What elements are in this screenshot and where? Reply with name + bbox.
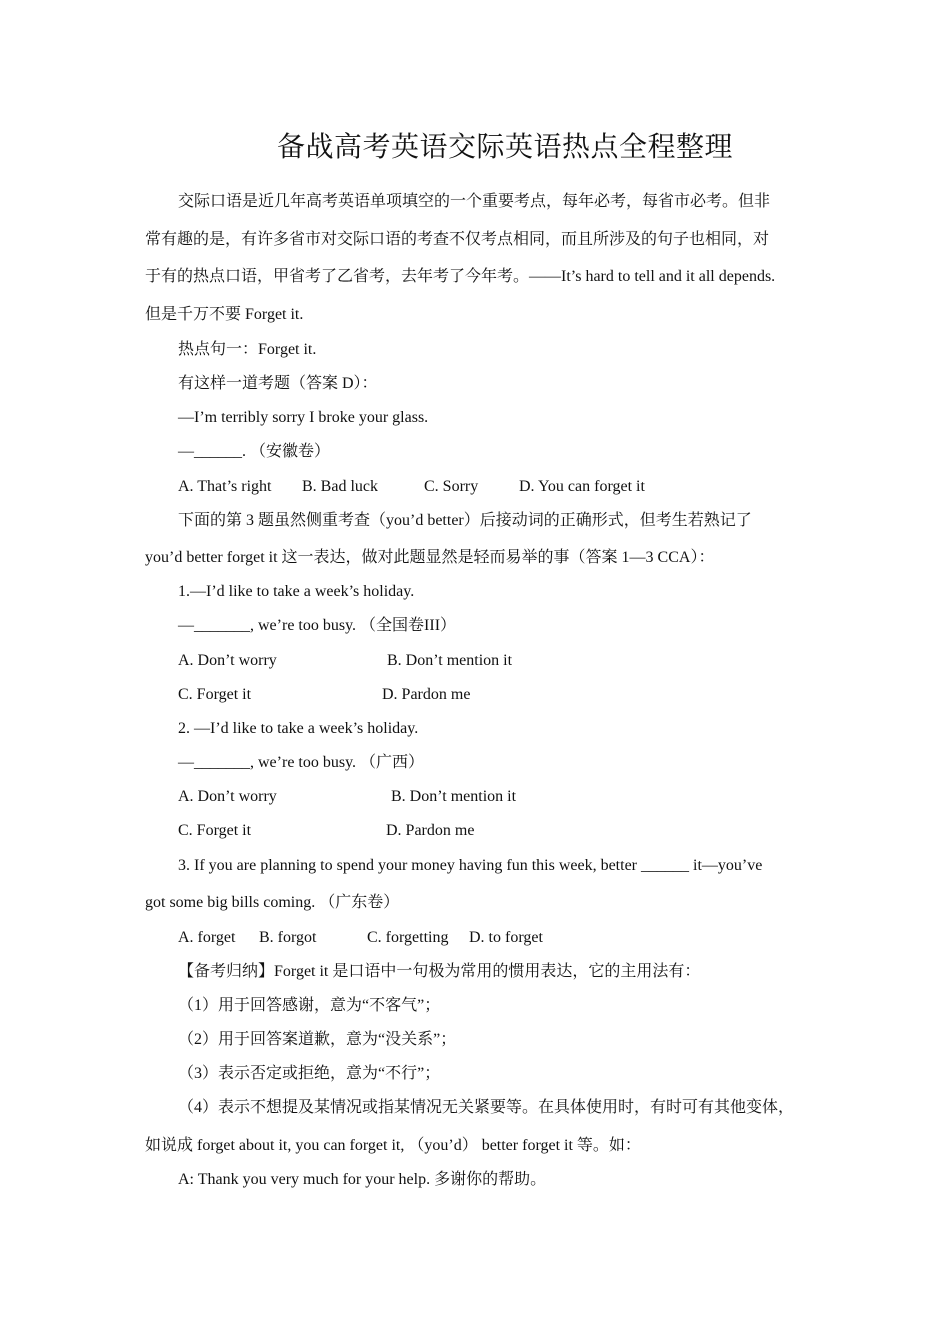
exam-intro: 有这样一道考题（答案 D）： bbox=[178, 375, 378, 392]
q2-line-2: —_______, we’re too busy. （广西） bbox=[178, 754, 425, 771]
summary-heading: 【备考归纳】Forget it 是口语中一句极为常用的惯用表达，它的主用法有： bbox=[178, 963, 701, 980]
q2-line-1: 2. —I’d like to take a week’s holiday. bbox=[178, 720, 419, 737]
q0-option-c: C. Sorry bbox=[424, 478, 479, 495]
q3-line-1: 3. If you are planning to spend your money having fun this week, better ______ it—you’ve bbox=[178, 857, 763, 874]
q0-option-a: A. That’s right bbox=[178, 478, 272, 495]
summary-example: A: Thank you very much for your help. 多谢你的帮助。 bbox=[178, 1171, 547, 1188]
q3-option-c: C. forgetting bbox=[367, 929, 449, 946]
q1-line-1: 1.—I’d like to take a week’s holiday. bbox=[178, 583, 415, 600]
q1-option-a: A. Don’t worry bbox=[178, 652, 277, 669]
q3-option-a: A. forget bbox=[178, 929, 236, 946]
q0-option-b: B. Bad luck bbox=[302, 478, 378, 495]
intro-line-2: 常有趣的是，有许多省市对交际口语的考查不仅考点相同，而且所涉及的句子也相同，对 bbox=[145, 231, 770, 248]
q1-option-b: B. Don’t mention it bbox=[387, 652, 513, 669]
q3-option-b: B. forgot bbox=[259, 929, 317, 946]
summary-item-3: （3）表示否定或拒绝，意为“不行”； bbox=[178, 1065, 441, 1082]
summary-item-1: （1）用于回答感谢，意为“不客气”； bbox=[178, 997, 441, 1014]
hot-sentence-heading: 热点句一：Forget it. bbox=[178, 341, 317, 358]
q1-option-d: D. Pardon me bbox=[382, 686, 471, 703]
q2-option-a: A. Don’t worry bbox=[178, 788, 277, 805]
q1-line-2: —_______, we’re too busy. （全国卷III） bbox=[178, 617, 457, 634]
note-line-1: 下面的第 3 题虽然侧重考查（you’d better）后接动词的正确形式，但考生若熟记了 bbox=[178, 512, 752, 529]
q0-line-1: —I’m terribly sorry I broke your glass. bbox=[178, 409, 429, 426]
q2-option-b: B. Don’t mention it bbox=[391, 788, 517, 805]
q3-line-2: got some big bills coming. （广东卷） bbox=[145, 894, 400, 911]
q2-option-d: D. Pardon me bbox=[386, 822, 475, 839]
summary-continuation: 如说成 forget about it, you can forget it, （you’d） better forget it 等。如： bbox=[145, 1137, 641, 1154]
intro-line-1: 交际口语是近几年高考英语单项填空的一个重要考点，每年必考，每省市必考。但非 bbox=[178, 193, 771, 210]
summary-item-4: （4）表示不想提及某情况或指某情况无关紧要等。在具体使用时，有时可有其他变体， bbox=[178, 1099, 795, 1116]
q0-option-d: D. You can forget it bbox=[519, 478, 645, 495]
intro-line-4: 但是千万不要 Forget it. bbox=[145, 306, 304, 323]
intro-line-3: 于有的热点口语，甲省考了乙省考，去年考了今年考。——It’s hard to tell and it all depends. bbox=[145, 268, 776, 285]
q1-option-c: C. Forget it bbox=[178, 686, 252, 703]
q0-line-2: —______. （安徽卷） bbox=[178, 443, 331, 460]
q3-option-d: D. to forget bbox=[469, 929, 543, 946]
summary-item-2: （2）用于回答案道歉，意为“没关系”； bbox=[178, 1031, 457, 1048]
q2-option-c: C. Forget it bbox=[178, 822, 252, 839]
page-title: 备战高考英语交际英语热点全程整理 bbox=[276, 132, 733, 163]
note-line-2: you’d better forget it 这一表达，做对此题显然是轻而易举的事（答案 1—3 CCA）： bbox=[145, 549, 715, 566]
